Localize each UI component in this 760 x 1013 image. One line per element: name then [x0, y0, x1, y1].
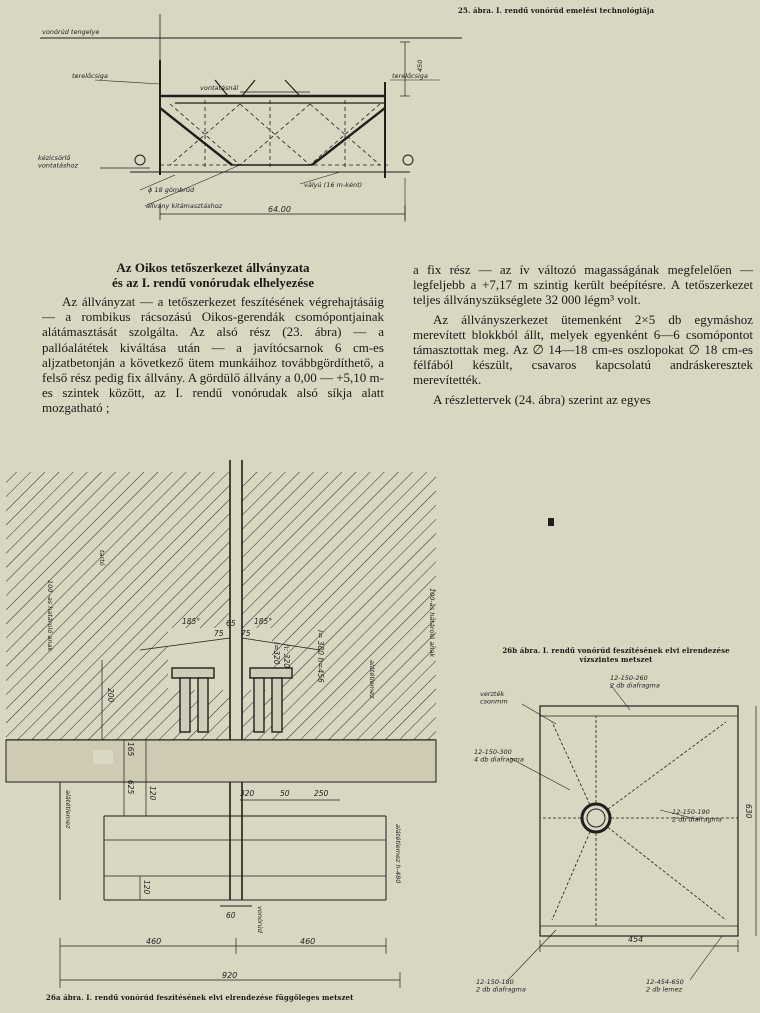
label-top-diafragma: 12-150-260 2 db diafragma — [610, 674, 660, 690]
label-d50: 50 — [280, 789, 290, 798]
label-d625: 625 — [126, 780, 135, 795]
label-dim-450: 450 — [416, 59, 424, 72]
label-vonorud-tengelye: vonórúd tengelye — [42, 28, 100, 36]
label-h320: h: 320 — [282, 644, 291, 668]
article-paragraph-1: Az állványzat — a tetőszerkezet feszítésének végrehajtásáig — a rombikus rácsozású Oikos-gerendák csomópontjainak alátámasztását szolgálta. Az alsó rész (23. ábra) — a pallóalátétek kiváltása után — a javítócsarnok 6 cm-es aljzatbetonján a következő ütem munkáihoz továbbgördíthető, a felső rész pedig fix állvány. A gördülő állvány a 0,00 — +5,10 m-es szintek között, az I. rendű vonórudak alsó síkja alatt mozgatható ; — [42, 294, 384, 416]
label-deg-left: 185° — [182, 617, 201, 626]
label-alatetlemez-3: alátétlemez h-480 — [394, 824, 402, 884]
article-paragraph-2: a fix rész — az ív változó magasságának megfelelően — legfeljebb a +7,17 m szintig került beépítésre. A tetőszerkezet teljes állványszükséglete 32 000 légm³ volt. — [413, 262, 753, 308]
article-heading: Az Oikos tetőszerkezet állványzata és az I. rendű vonórudak elhelyezése — [112, 260, 314, 290]
label-kezicsorlo: kézicsörlő vontatáshoz — [38, 154, 78, 170]
label-gombrud: ϕ 18 gömbrúd — [148, 186, 195, 194]
label-length-64: 64.00 — [268, 205, 291, 214]
label-i380: i= 380 h=456 — [316, 630, 325, 683]
article-paragraph-3: Az állványszerkezet ütemenként 2×5 db egymáshoz merevített blokkból állt, melyek egyenként 6—6 csomópontot támasztottak meg. Az ∅ 14—18 cm-es oszlopokat ∅ 18 cm-es félfából készült, csavaros kapcsolatú andráskeresztek merevítették. — [413, 311, 753, 388]
label-d460b: 460 — [300, 937, 316, 946]
label-tarto: tartó — [98, 550, 106, 566]
label-d75a: 75 — [214, 629, 224, 638]
label-h630: 630 — [744, 804, 753, 819]
label-alatamasztas: állvány kitámasztáshoz — [146, 202, 223, 210]
article-right-column — [413, 262, 753, 407]
label-hatarolo-left: 100 -as határoló anak — [46, 580, 54, 652]
label-deg-right: 185° — [254, 617, 273, 626]
label-d250: 250 — [314, 789, 329, 798]
label-bottom-right-lemez: 12-454-650 2 db lemez — [646, 978, 684, 994]
figure-26a-drawing — [0, 460, 450, 1000]
label-d200: 200 — [106, 688, 115, 703]
figure-25-caption: 25. ábra. I. rendű vonórúd emelési technológiája — [458, 6, 655, 15]
label-l320: l=320 — [272, 642, 281, 665]
label-d75b: 75 — [241, 629, 251, 638]
label-vontatasnal: vontatásnál — [200, 84, 239, 92]
label-d65: 65 — [226, 619, 236, 628]
label-terelocsiga-right: terelőcsiga — [392, 72, 428, 80]
label-left-diafragma: 12-150-300 4 db diafragma — [474, 748, 524, 764]
label-alatetlemez: alátétlemez — [368, 660, 376, 699]
label-d120: 120 — [148, 786, 157, 801]
article-left-column — [42, 260, 384, 416]
article-paragraph-4: A részlettervek (24. ábra) szerint az egyes — [433, 391, 651, 407]
figure-26b-caption: 26b ábra. I. rendű vonórúd feszítésének elvi elrendezése vízszintes metszet — [502, 646, 730, 664]
label-veretek: verzték csonmm — [480, 690, 508, 706]
label-hatarolo-right: 100-as határoló anak — [428, 588, 436, 658]
label-d60: 60 — [226, 911, 236, 920]
figure-25-drawing — [0, 0, 760, 240]
label-d165: 165 — [126, 742, 135, 757]
label-terelocsiga-left: terelőcsiga — [72, 72, 108, 80]
label-valyu: vályú (16 m-ként) — [304, 181, 363, 189]
figure-26b-drawing — [460, 510, 760, 1000]
label-d460a: 460 — [146, 937, 162, 946]
label-alatetlemez-2: alátétlemez — [64, 790, 72, 829]
label-vonorud: vonórúd — [256, 906, 264, 933]
figure-26a-caption: 26a ábra. I. rendű vonórúd feszítésének elvi elrendezése függőleges metszet — [46, 993, 354, 1002]
label-d120b: 120 — [142, 880, 151, 895]
label-bottom-left-diafragma: 12-150-180 2 db diafragma — [476, 978, 526, 994]
label-d320: 320 — [240, 789, 255, 798]
label-d920: 920 — [222, 971, 238, 980]
label-right-diafragma: 12-150-190 2 db diafragma — [672, 808, 722, 824]
label-w454: 454 — [628, 935, 644, 944]
